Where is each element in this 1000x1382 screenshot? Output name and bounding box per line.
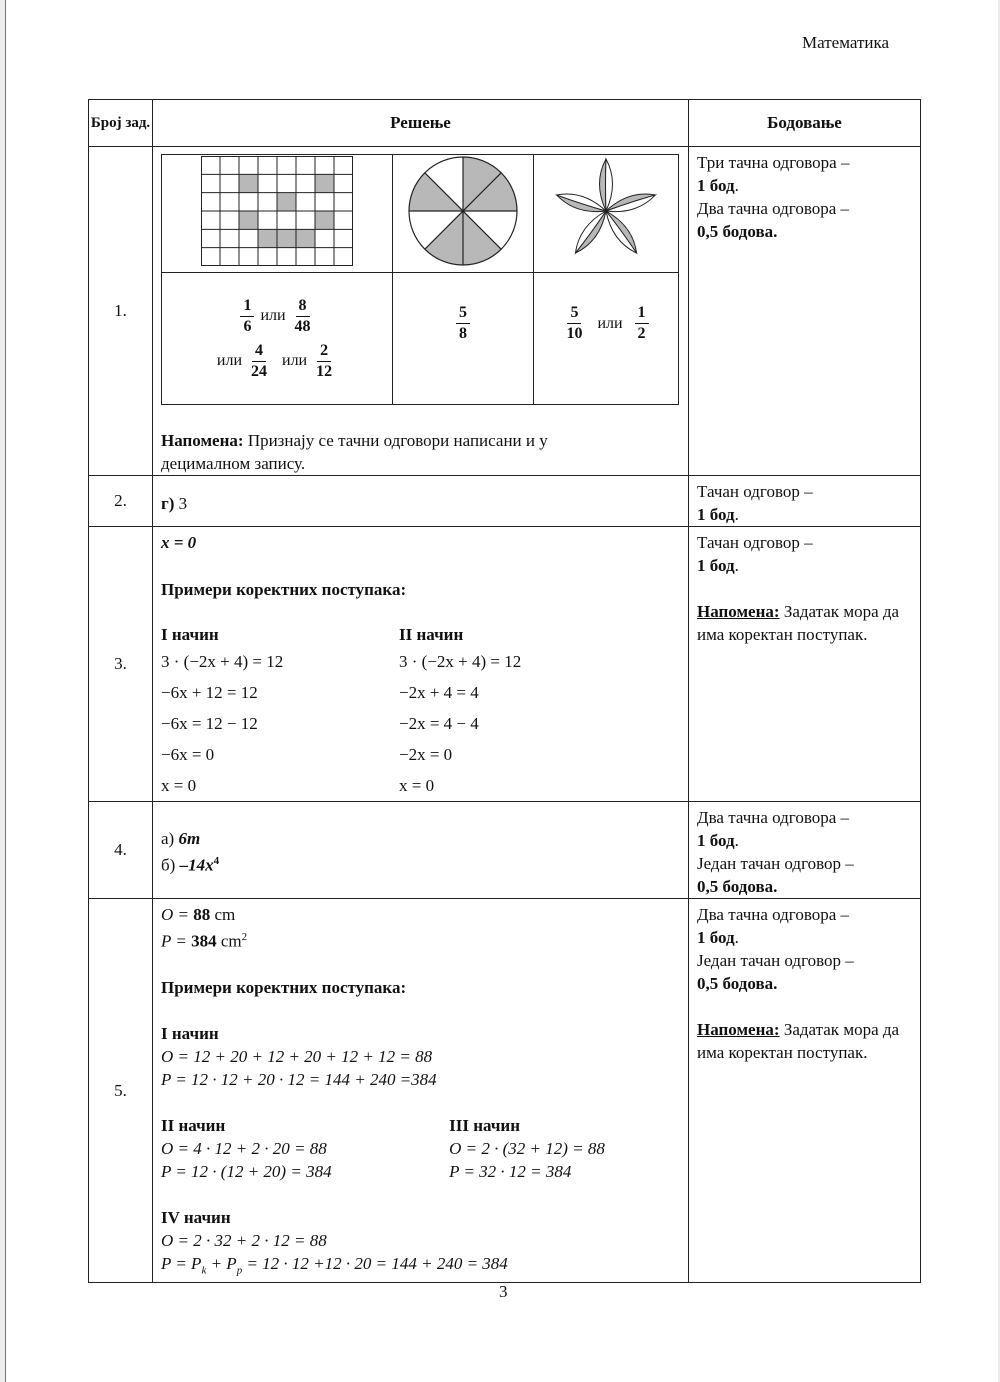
header-solution: Решење — [153, 100, 689, 147]
grid-figure — [162, 155, 393, 273]
header-num: Број зад. — [89, 100, 153, 147]
grid-answer: $\frac{1}{6}$ или $\frac{8}{48}$ или $\frac{4}{24}$ или $\frac{2}{12}$ — [162, 273, 393, 405]
task-row-2 — [89, 476, 921, 527]
task3-solution: x = 0 Примери коректних поступака: I начин 3 · (−2x + 4) = 12 −6x + 12 = 12 −6x = 12 − 12 −6x = 0 x = 0 II начин 3 · (−2x + 4) = 12 −2x + 4 = 4 −2x = 4 − 4 −2x = 0 x = 0 — [153, 527, 689, 802]
task-row-5 — [89, 899, 921, 1283]
task1-note: Напомена: Признају се тачни одговори написани и у децималном запису. — [161, 431, 548, 473]
task-number: 5. — [89, 899, 153, 1283]
task-row-1 — [89, 147, 921, 476]
task5-way2: II начин O = 4 · 12 + 2 · 20 = 88 P = 12 · (12 + 20) = 384 — [161, 1115, 332, 1181]
task3-way1: I начин 3 · (−2x + 4) = 12 −6x + 12 = 12 −6x = 12 − 12 −6x = 0 x = 0 — [161, 625, 284, 795]
figures-table — [161, 154, 679, 405]
flower-answer: $\frac{5}{10}$ или $\frac{1}{2}$ — [534, 273, 679, 405]
task-number: 2. — [89, 476, 153, 527]
task3-way2: II начин 3 · (−2x + 4) = 12 −2x + 4 = 4 −2x = 4 − 4 −2x = 0 x = 0 — [399, 625, 522, 795]
task2-score: Тачан одговор – 1 бод. — [689, 476, 921, 527]
page-number: 3 — [499, 1282, 508, 1301]
task1-solution — [153, 147, 689, 476]
task-number: 4. — [89, 802, 153, 899]
flower-figure — [534, 155, 679, 273]
fraction: $\frac{5}{8}$ — [456, 303, 470, 344]
fraction: $\frac{1}{6}$ — [240, 296, 254, 337]
task-number: 3. — [89, 527, 153, 802]
task5-solution: O = 88 cm P = 384 $cm^2$ Примери коректних поступака: I начин O = 12 + 20 + 12 + 20 + 12 + 12 = 88 P = 12 · 12 + 20 · 12 = 144 + 240 =384 II начин O = 4 · 12 + 2 · 20 = 88 P = 12 · (12 + 20) = 384 III начин O = 2 · (32 + 12) = 88 P = 32 · 12 = 384 IV начин O = 2 · 32 + 2 · 12 = 88 $P = P_k + P_p = 12 \cdot 12 +12 \cdot 20 = 144 + 240 = 384$ — [153, 899, 689, 1283]
circle-figure — [393, 155, 534, 273]
circle-answer — [393, 273, 534, 405]
fraction: $\frac{8}{48}$ — [294, 296, 311, 335]
task-row-4 — [89, 802, 921, 899]
flower-figure-drawing — [546, 155, 666, 267]
fraction: $\frac{1}{2}$ — [635, 303, 649, 344]
task-row-3 — [89, 527, 921, 802]
task3-score: Тачан одговор – 1 бод. Напомена: Задатак мора да има коректан поступак. — [689, 527, 921, 802]
task5-way3: III начин O = 2 · (32 + 12) = 88 P = 32 · 12 = 384 — [449, 1115, 605, 1181]
header-title: Математика — [802, 33, 890, 52]
task-number: 1. — [89, 147, 153, 476]
header-scoring: Бодовање — [689, 100, 921, 147]
grid-figure-drawing — [201, 156, 353, 266]
task5-score: Два тачна одговора – 1 бод. Један тачан одговор – 0,5 бодова. Напомена: Задатак мора да има коректан поступак. — [689, 899, 921, 1283]
fraction: $\frac{5}{10}$ — [566, 304, 583, 342]
page — [5, 0, 998, 1382]
solutions-table — [88, 99, 921, 1283]
task4-score: Два тачна одговора – 1 бод. Један тачан одговор – 0,5 бодова. — [689, 802, 921, 899]
fraction: $\frac{2}{12}$ — [316, 341, 333, 380]
fraction: $\frac{4}{24}$ — [251, 341, 267, 380]
task1-score: Три тачна одговора – 1 бод. Два тачна одговора – 0,5 бодова. — [689, 147, 921, 476]
table-header-row — [89, 100, 921, 147]
circle-figure-drawing — [407, 155, 519, 267]
task2-solution: г) 3 — [153, 476, 689, 527]
task4-solution: а) 6m б) $-14x^4$ — [153, 802, 689, 899]
